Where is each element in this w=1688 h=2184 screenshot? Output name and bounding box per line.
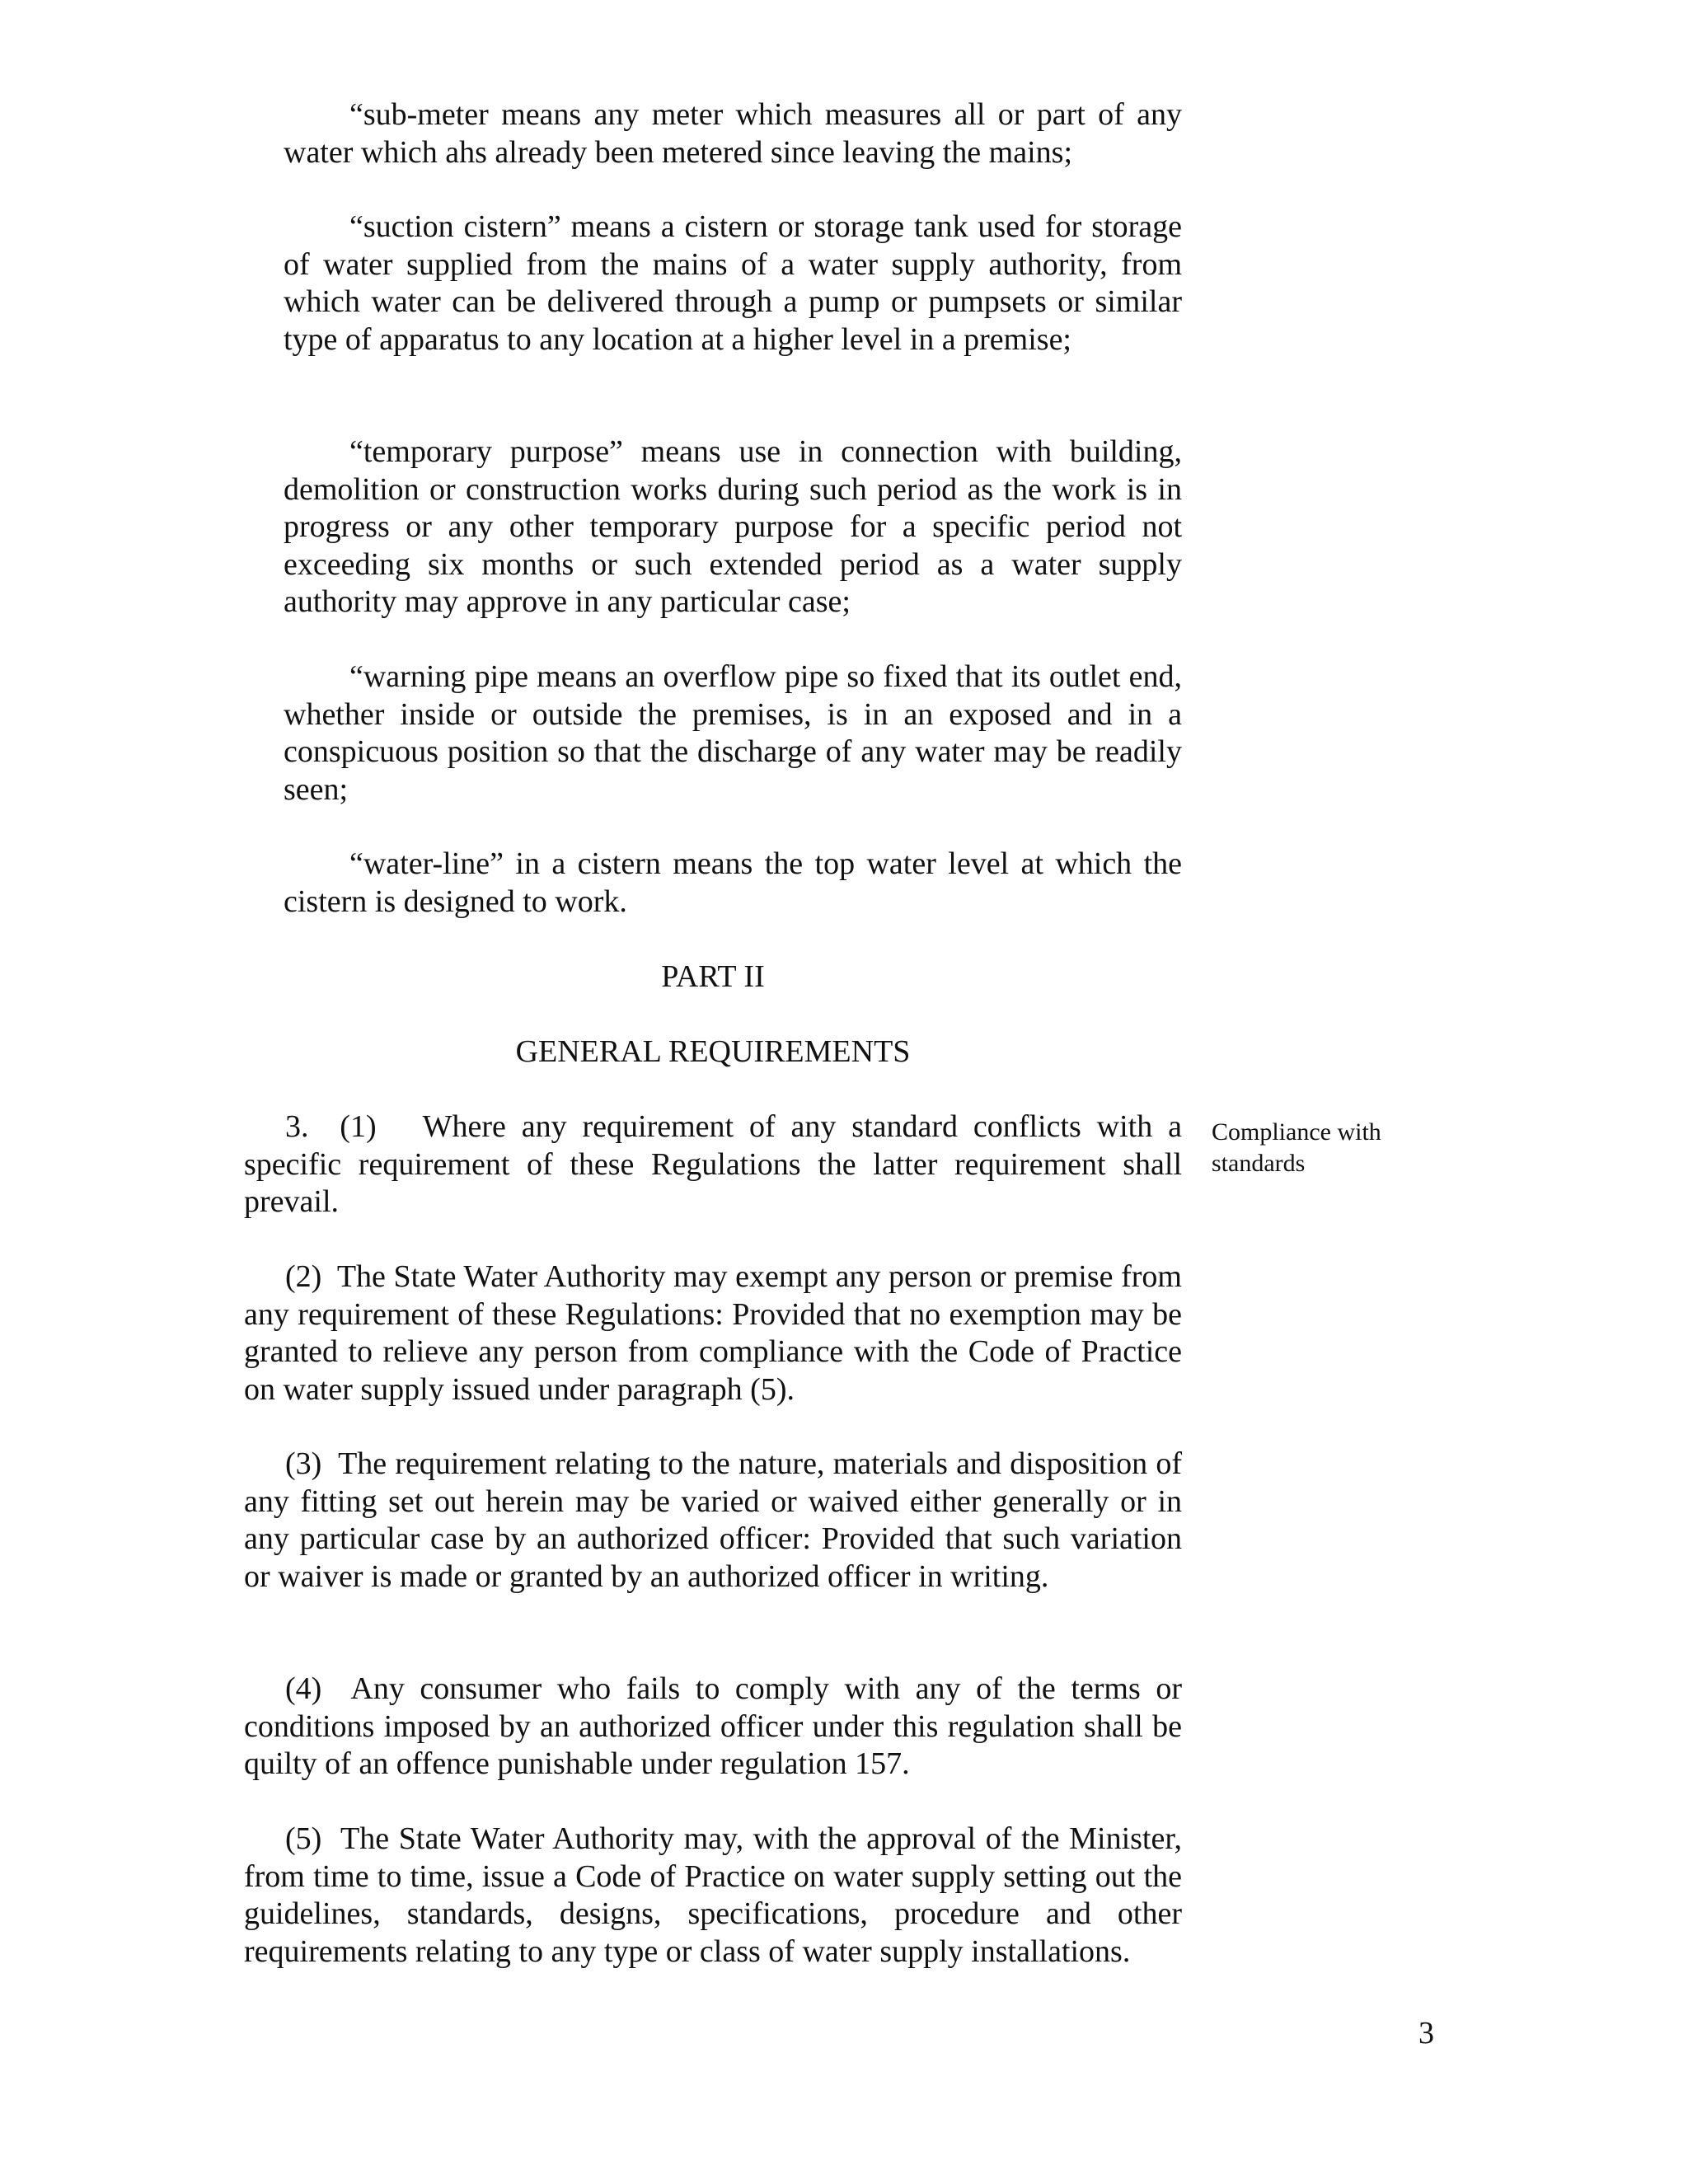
page-number: 3 <box>1418 2016 1434 2050</box>
regulation-3-4: (4) Any consumer who fails to comply with any of the terms or conditions imposed by an authorized officer under this regulation shall be quilty of an offence punishable under regulation 157. <box>244 1671 1182 1781</box>
definition-temporary-purpose: “temporary purpose” means use in connection with building, demolition or construction works during such period as the work is in progress or any other temporary purpose for a specific period not exceeding six months or such extended period as a water supply authority may approve in any particular case; <box>284 434 1182 619</box>
regulation-3-5: (5) The State Water Authority may, with the approval of the Minister, from time to time, issue a Code of Practice on water supply setting out the guidelines, standards, designs, specifications, procedure and other requirements relating to any type or class of water supply installations. <box>244 1821 1182 1969</box>
definition-water-line: “water-line” in a cistern means the top water level at which the cistern is designed to work. <box>284 846 1182 919</box>
part-title: PART II <box>661 959 765 994</box>
definition-warning-pipe: “warning pipe means an overflow pipe so fixed that its outlet end, whether inside or outside the premises, is in an exposed and in a conspicuous position so that the discharge of any water may be readily seen; <box>284 659 1182 807</box>
regulation-3-3: (3) The requirement relating to the nature, materials and disposition of any fitting set out herein may be varied or waived either generally or in any particular case by an authorized officer: Provided that such variation or waiver is made or granted by an authorized officer in writing. <box>244 1446 1182 1594</box>
regulation-3-1: 3. (1) Where any requirement of any standard conflicts with a specific requirement of these Regulations the latter requirement shall prevail. <box>244 1109 1182 1219</box>
regulation-3-2: (2) The State Water Authority may exempt any person or premise from any requirement of these Regulations: Provided that no exemption may be granted to relieve any person from compliance with the Code of Practice on water supply issued under paragraph (5). <box>244 1259 1182 1407</box>
margin-note: Compliance with standards <box>1212 1118 1381 1177</box>
part-subtitle: GENERAL REQUIREMENTS <box>515 1034 911 1069</box>
definition-sub-meter: “sub-meter means any meter which measures all or part of any water which ahs already been metered since leaving the mains; <box>284 97 1182 170</box>
definition-suction-cistern: “suction cistern” means a cistern or storage tank used for storage of water supplied from the mains of a water supply authority, from which water can be delivered through a pump or pumpsets or similar type of apparatus to any location at a higher level in a premise; <box>284 209 1182 357</box>
